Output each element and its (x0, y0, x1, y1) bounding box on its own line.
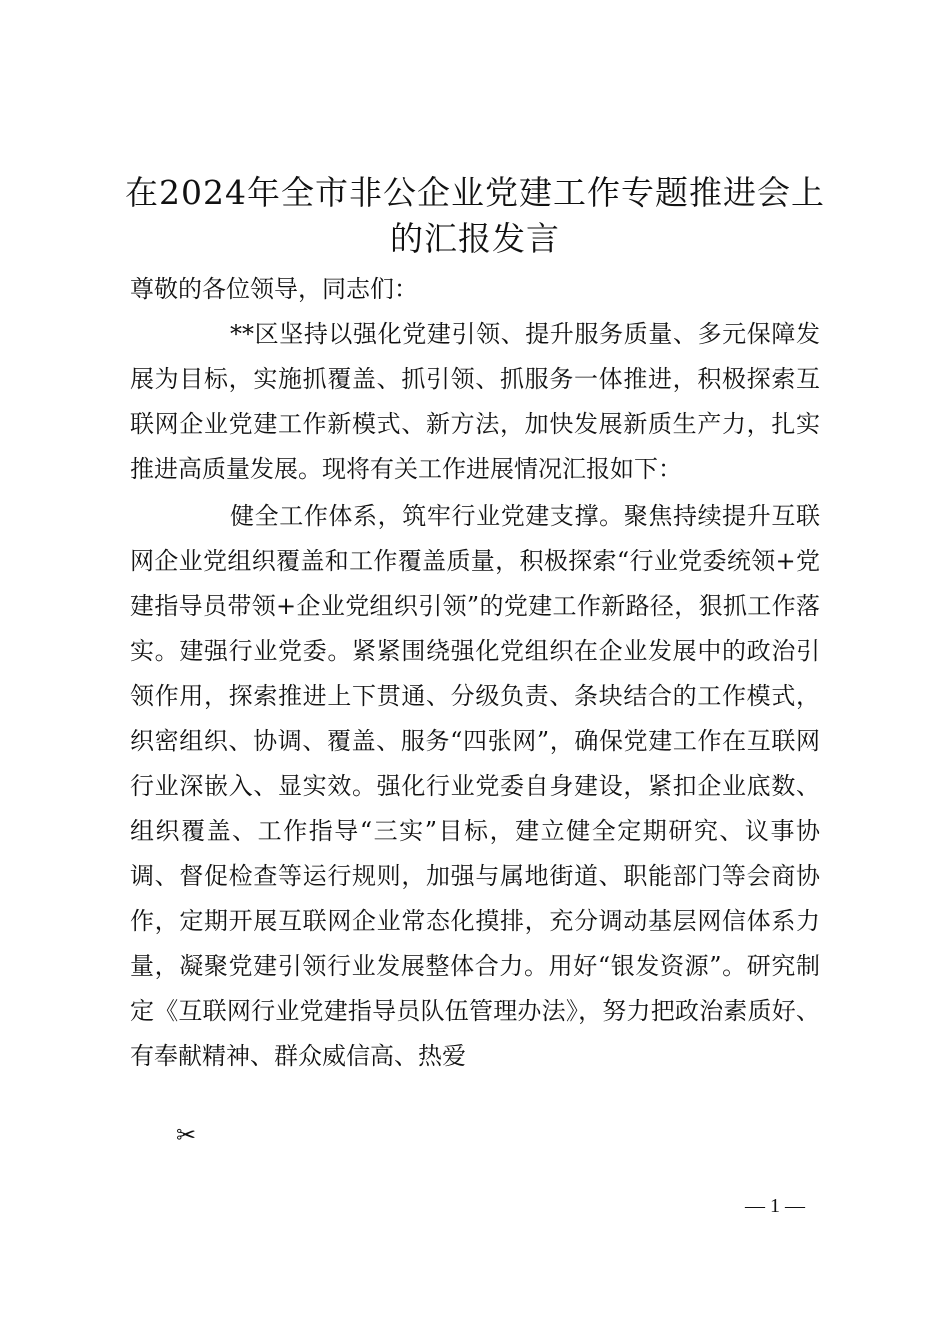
scissors-icon: ✂ (176, 1121, 197, 1149)
paragraph-intro: **区坚持以强化党建引领、提升服务质量、多元保障发展为目标，实施抓覆盖、抓引领、抓服务一体推进，积极探索互联网企业党建工作新模式、新方法，加快发展新质生产力，扎实推进高质量发展。现将有关工作进展情况汇报如下： (130, 320, 820, 483)
document-title: 在2024年全市非公企业党建工作专题推进会上的汇报发言 (125, 173, 825, 258)
paragraph-work-system: 健全工作体系，筑牢行业党建支撑。聚焦持续提升互联网企业党组织覆盖和工作覆盖质量，积极探索“行业党委统领+党建指导员带领+企业党组织引领”的党建工作新路径，狠抓工作落实。建强行业党委。紧紧围绕强化党组织在企业发展中的政治引领作用，探索推进上下贯通、分级负责、条块结合的工作模式，织密组织、协调、覆盖、服务“四张网”，确保党建工作在互联网行业深嵌入、显实效。强化行业党委自身建设，紧扣企业底数、组织覆盖、工作指导“三实”目标，建立健全定期研究、议事协调、督促检查等运行规则，加强与属地街道、职能部门等会商协作，定期开展互联网企业常态化摸排，充分调动基层网信体系力量，凝聚党建引领行业发展整体合力。用好“银发资源”。研究制定《互联网行业党建指导员队伍管理办法》，努力把政治素质好、有奉献精神、群众威信高、热爱 (130, 502, 820, 1070)
page-number: — 1 — (745, 1195, 805, 1217)
greeting: 尊敬的各位领导，同志们： (130, 275, 418, 303)
